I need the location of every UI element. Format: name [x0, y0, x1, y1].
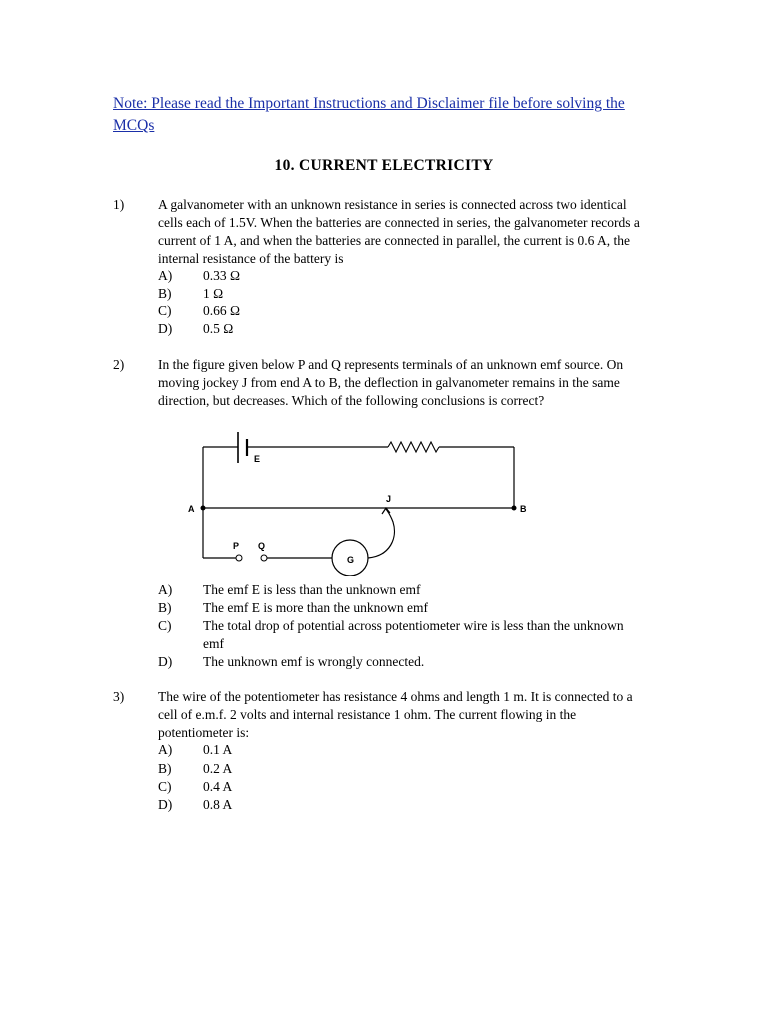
option-text: The total drop of potential across potentiometer wire is less than the unknown emf	[203, 618, 624, 651]
disclaimer-note-link[interactable]: Note: Please read the Important Instructions and Disclaimer file before solving the MCQs	[113, 95, 625, 134]
label-g: G	[347, 555, 355, 565]
label-a: A	[188, 504, 195, 514]
label-q: Q	[258, 541, 266, 551]
question-number: 2)	[113, 357, 125, 372]
terminal-p	[236, 555, 242, 561]
option-letter: D)	[158, 797, 173, 812]
option-letter: A)	[158, 582, 173, 597]
question-number: 1)	[113, 197, 125, 212]
option-letter: D)	[158, 321, 173, 336]
option-letter: B)	[158, 761, 172, 776]
option-letter: C)	[158, 618, 172, 633]
question-stem: A galvanometer with an unknown resistance in series is connected across two identical cells each of 1.5V. When the batteries are connected in series, the galvanometer records a current of 1 A, and when the batteries are connected in parallel, the current is 0.6 A, the internal resistance of the battery is	[158, 197, 640, 266]
chapter-title: 10. CURRENT ELECTRICITY	[274, 157, 494, 174]
label-j: J	[386, 494, 392, 504]
potentiometer-circuit-diagram	[185, 426, 530, 576]
option-letter: C)	[158, 779, 172, 794]
option-text: The emf E is less than the unknown emf	[203, 582, 421, 597]
label-b: B	[520, 504, 527, 514]
question-stem: The wire of the potentiometer has resistance 4 ohms and length 1 m. It is connected to a cell of e.m.f. 2 volts and internal resistance 1 ohm. The current flowing in the potentiometer is:	[158, 689, 633, 740]
label-e: E	[254, 454, 261, 464]
end-b-dot	[512, 506, 517, 511]
option-text: 0.8 A	[203, 797, 233, 812]
option-text: The unknown emf is wrongly connected.	[203, 654, 425, 669]
option-text: 0.2 A	[203, 761, 233, 776]
option-letter: B)	[158, 600, 172, 615]
option-letter: A)	[158, 742, 173, 757]
option-text: 0.66 Ω	[203, 303, 241, 318]
question-number: 3)	[113, 689, 125, 704]
option-letter: B)	[158, 286, 172, 301]
option-text: The emf E is more than the unknown emf	[203, 600, 428, 615]
option-letter: D)	[158, 654, 173, 669]
option-letter: A)	[158, 268, 173, 283]
option-text: 1 Ω	[203, 286, 224, 301]
option-text: 0.33 Ω	[203, 268, 241, 283]
option-text: 0.1 A	[203, 742, 233, 757]
option-text: 0.5 Ω	[203, 321, 234, 336]
question-stem: In the figure given below P and Q represents terminals of an unknown emf source. On moving jockey J from end A to B, the deflection in galvanometer remains in the same direction, but decreases. Which of the following conclusions is correct?	[158, 357, 624, 408]
option-letter: C)	[158, 303, 172, 318]
terminal-q	[261, 555, 267, 561]
label-p: P	[233, 541, 240, 551]
option-text: 0.4 A	[203, 779, 233, 794]
